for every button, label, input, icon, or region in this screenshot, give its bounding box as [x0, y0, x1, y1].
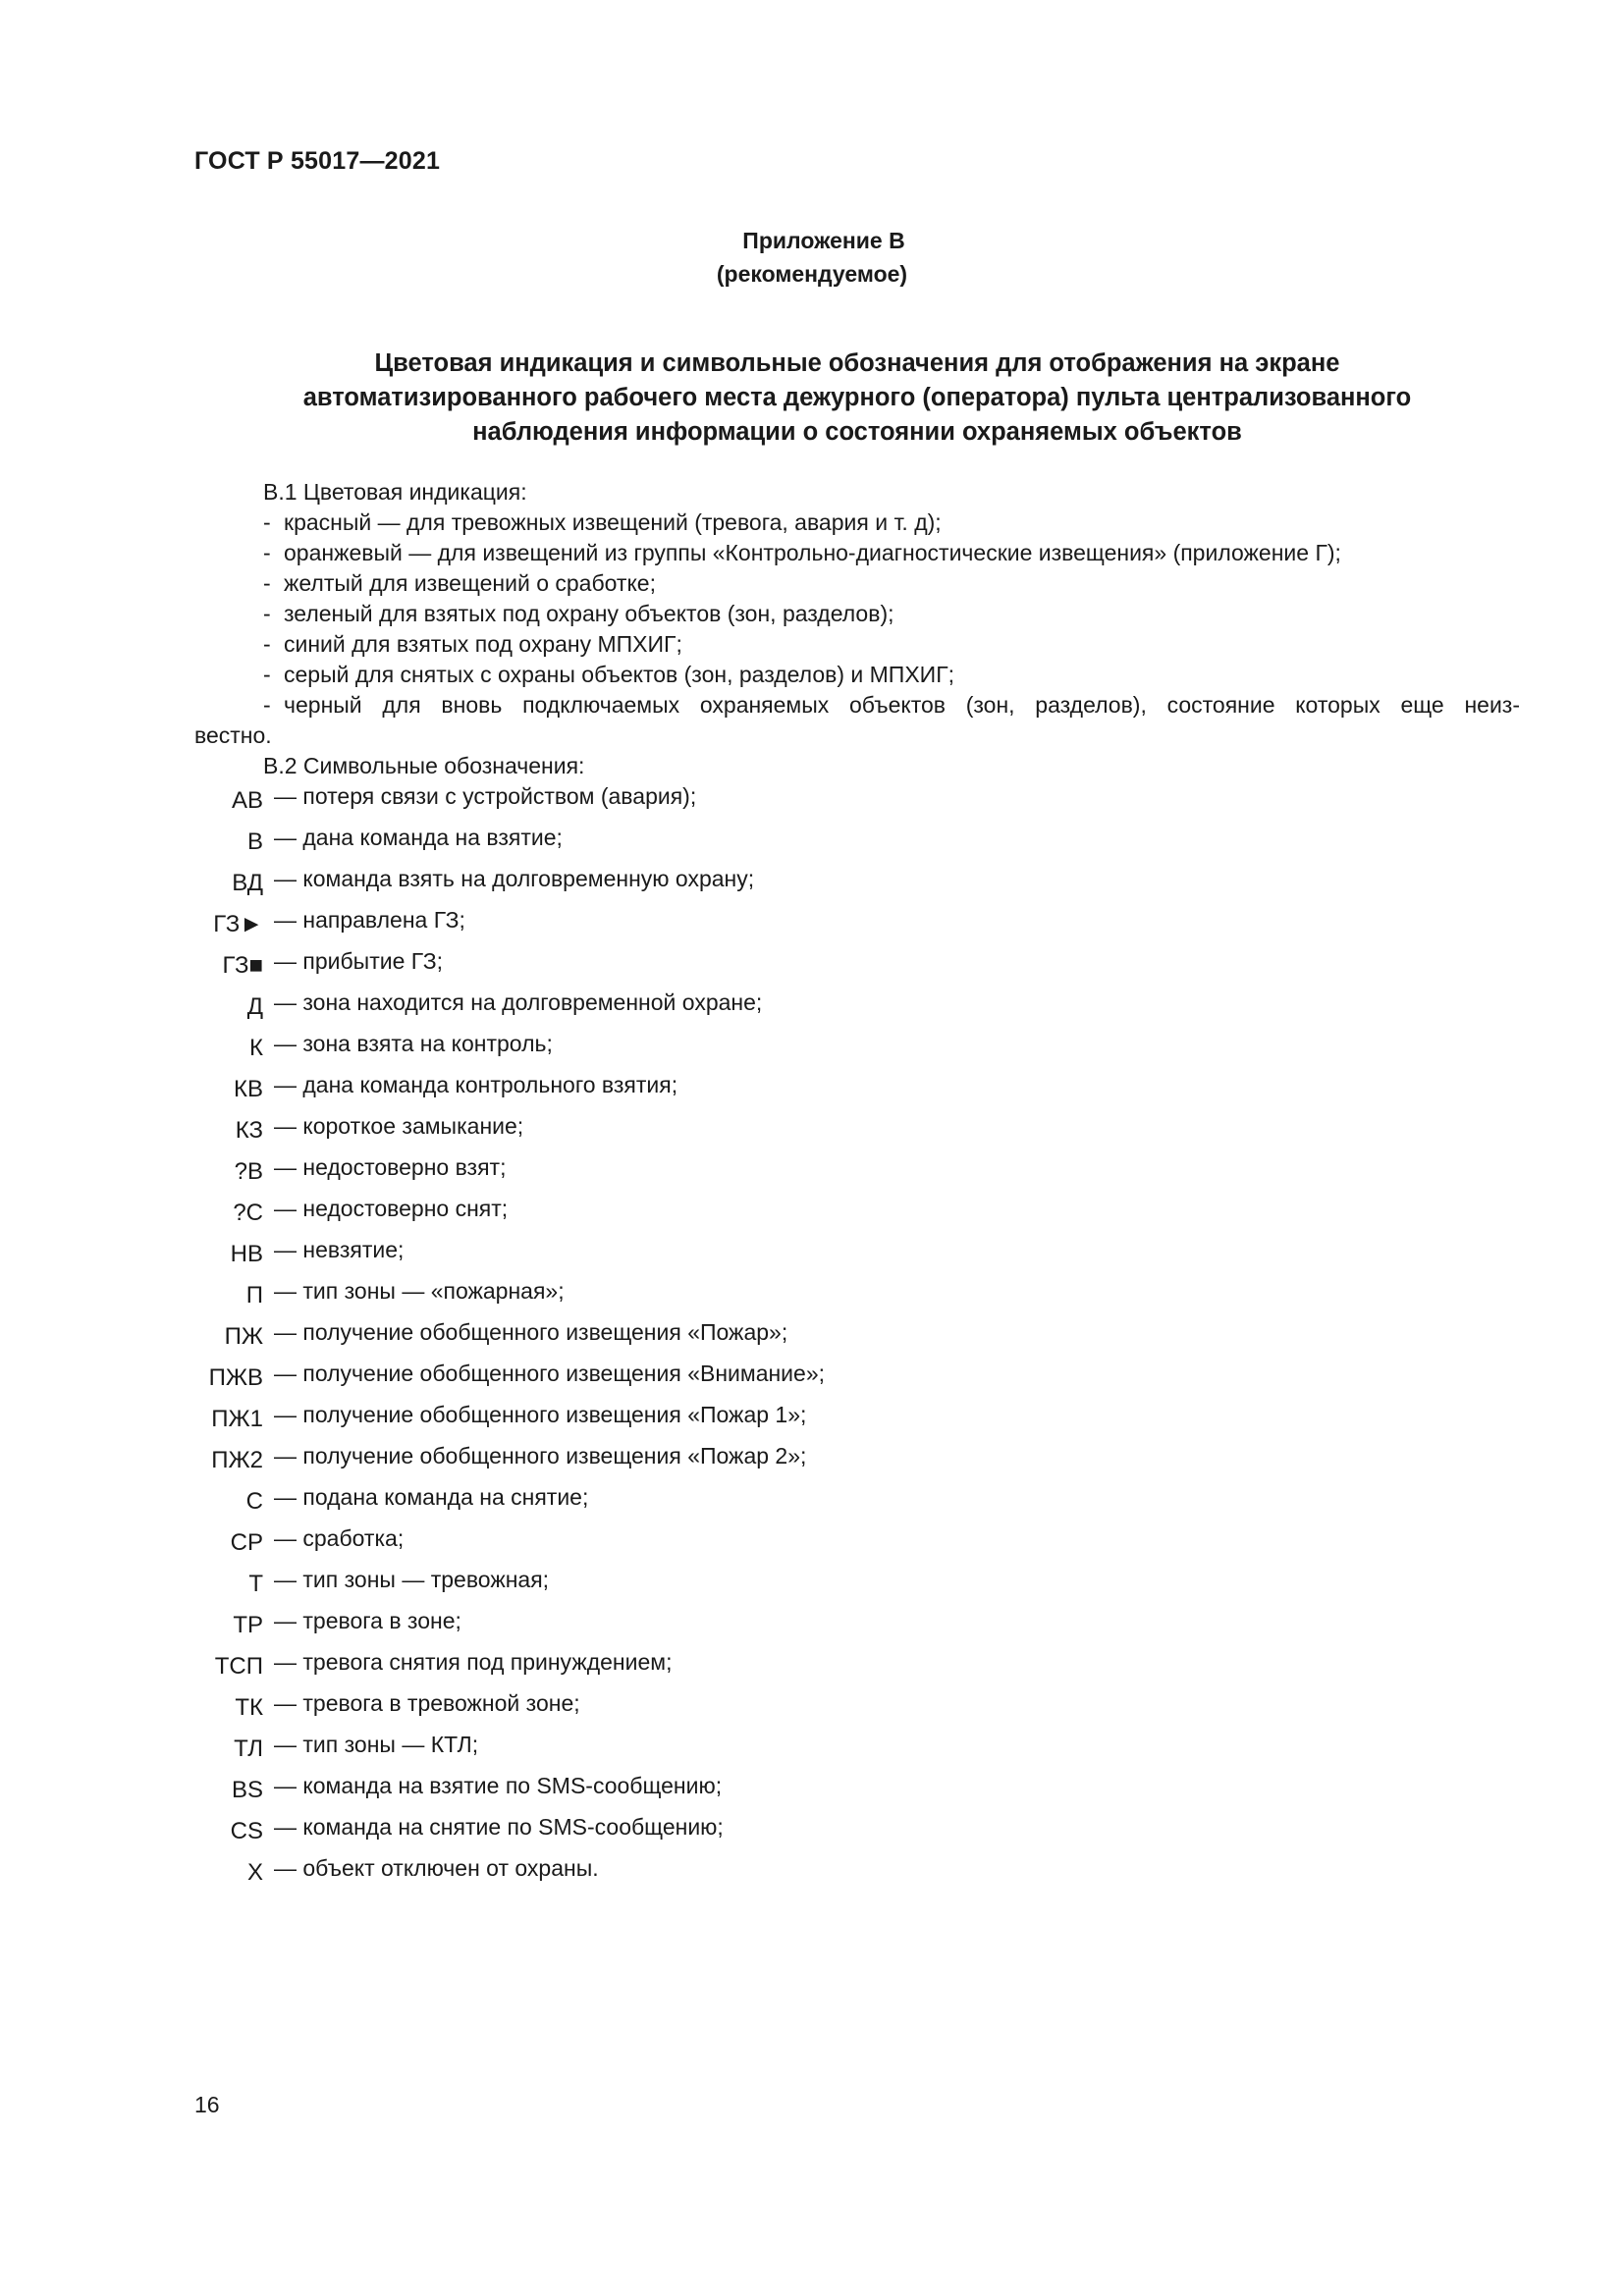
symbol-description: — недостоверно снят; [274, 1196, 509, 1221]
symbol-description: — тип зоны — КТЛ; [274, 1732, 479, 1757]
symbol-code: ГЗ► [213, 911, 263, 937]
symbol-code: СР [230, 1529, 263, 1556]
symbol-row [0, 1237, 1624, 1278]
symbol-code: ВД [232, 870, 263, 896]
symbol-row [0, 1525, 1624, 1567]
symbol-row [0, 825, 1624, 866]
symbol-description: — дана команда контрольного взятия; [274, 1072, 678, 1097]
color-item-continuation: вестно. [194, 722, 272, 748]
symbol-description: — подана команда на снятие; [274, 1484, 589, 1510]
color-item-text: зеленый для взятых под охрану объектов (зон, разделов); [284, 601, 894, 626]
symbol-description: — тревога в тревожной зоне; [274, 1690, 580, 1716]
symbol-code: ПЖ1 [211, 1406, 263, 1432]
symbol-row [0, 1814, 1624, 1855]
symbol-description: — зона находится на долговременной охране; [274, 989, 763, 1015]
symbol-code: КВ [234, 1076, 263, 1102]
symbol-description: — получение обобщенного извещения «Внимание»; [274, 1361, 826, 1386]
symbol-row [0, 907, 1624, 948]
color-item: - зеленый для взятых под охрану объектов (зон, разделов); [263, 601, 894, 626]
appendix-heading [0, 224, 1624, 291]
symbol-row [0, 1072, 1624, 1113]
symbol-row [0, 1732, 1624, 1773]
symbol-code: Д [246, 993, 263, 1020]
symbol-description: — команда на взятие по SMS-сообщению; [274, 1773, 723, 1798]
document-header: ГОСТ Р 55017—2021 [194, 147, 441, 175]
color-item-text: черный для вновь подключаемых охраняемых объектов (зон, разделов), состояние которых еще неиз- [284, 692, 1520, 718]
symbol-description: — получение обобщенного извещения «Пожар 2»; [274, 1443, 807, 1468]
symbol-code: ПЖ [224, 1323, 263, 1350]
color-item: - оранжевый — для извещений из группы «Контрольно-диагностические извещения» (приложение Г); [263, 540, 1341, 565]
color-item-text: желтый для извещений о сработке; [284, 570, 656, 596]
section-b1-heading: В.1 Цветовая индикация: [263, 479, 527, 505]
symbol-code: НВ [230, 1241, 263, 1267]
symbol-row [0, 1361, 1624, 1402]
symbol-code: BS [231, 1777, 263, 1803]
symbol-description: — дана команда на взятие; [274, 825, 563, 850]
symbol-row [0, 1319, 1624, 1361]
symbol-code: ГЗ■ [222, 952, 263, 979]
symbol-code: Х [246, 1859, 263, 1886]
symbol-description: — команда на снятие по SMS-сообщению; [274, 1814, 724, 1840]
symbol-code: ПЖ2 [211, 1447, 263, 1473]
title-line: автоматизированного рабочего места дежурного (оператора) пульта централизованного [302, 384, 1412, 411]
symbol-code: ?В [234, 1158, 263, 1185]
symbol-row [0, 1113, 1624, 1154]
color-item: - серый для снятых с охраны объектов (зон, разделов) и МПХИГ; [263, 662, 955, 687]
appendix-title [194, 347, 1520, 450]
symbol-row [0, 1443, 1624, 1484]
symbol-row [0, 948, 1624, 989]
color-item-text: серый для снятых с охраны объектов (зон, разделов) и МПХИГ; [284, 662, 955, 687]
symbol-description: — прибытие ГЗ; [274, 948, 443, 974]
title-line: наблюдения информации о состоянии охраняемых объектов [472, 418, 1242, 446]
color-item: - красный — для тревожных извещений (тревога, авария и т. д); [263, 509, 942, 535]
symbol-row [0, 1649, 1624, 1690]
symbol-code: В [246, 828, 263, 855]
section-b2-heading: В.2 Символьные обозначения: [263, 753, 585, 778]
symbol-row [0, 1855, 1624, 1896]
title-line: Цветовая индикация и символьные обозначения для отображения на экране [374, 349, 1340, 377]
symbol-description: — сработка; [274, 1525, 405, 1551]
symbol-row [0, 1567, 1624, 1608]
symbol-row [0, 1402, 1624, 1443]
symbol-description: — объект отключен от охраны. [274, 1855, 599, 1881]
section-b1 [194, 477, 1520, 781]
symbol-row [0, 866, 1624, 907]
symbol-code: К [249, 1035, 263, 1061]
symbol-code: АВ [231, 787, 263, 814]
appendix-label: Приложение В [742, 228, 905, 253]
symbol-row [0, 1690, 1624, 1732]
symbol-row [0, 1031, 1624, 1072]
symbol-description: — тревога снятия под принуждением; [274, 1649, 673, 1675]
symbol-code: ?С [233, 1200, 263, 1226]
symbol-row [0, 1278, 1624, 1319]
symbol-code: CS [230, 1818, 263, 1844]
color-item-text: красный — для тревожных извещений (тревога, авария и т. д); [284, 509, 942, 535]
color-item-text: оранжевый — для извещений из группы «Контрольно-диагностические извещения» (приложение Г); [284, 540, 1341, 565]
symbol-row [0, 1196, 1624, 1237]
symbol-code: ТСП [214, 1653, 263, 1680]
page-number: 16 [194, 2092, 220, 2117]
symbol-code: ТК [235, 1694, 263, 1721]
symbol-code: ТР [233, 1612, 263, 1638]
symbol-code: С [245, 1488, 263, 1515]
symbol-row [0, 1154, 1624, 1196]
symbol-description: — тип зоны — тревожная; [274, 1567, 550, 1592]
symbol-description: — недостоверно взят; [274, 1154, 507, 1180]
symbol-description: — короткое замыкание; [274, 1113, 524, 1139]
symbol-description: — потеря связи с устройством (авария); [274, 783, 697, 809]
symbol-description: — тревога в зоне; [274, 1608, 461, 1633]
symbol-description: — получение обобщенного извещения «Пожар»; [274, 1319, 788, 1345]
symbol-code: ТЛ [234, 1735, 263, 1762]
color-item-last: - черный для вновь подключаемых охраняемых объектов (зон, разделов), состояние которых еще неиз- [263, 692, 1520, 718]
symbol-code: Т [248, 1571, 263, 1597]
color-item: - синий для взятых под охрану МПХИГ; [263, 631, 682, 657]
symbol-row [0, 1484, 1624, 1525]
symbol-description: — команда взять на долговременную охрану; [274, 866, 755, 891]
symbol-description: — тип зоны — «пожарная»; [274, 1278, 565, 1304]
appendix-status: (рекомендуемое) [716, 261, 908, 287]
symbol-description: — зона взята на контроль; [274, 1031, 553, 1056]
color-item-text: синий для взятых под охрану МПХИГ; [284, 631, 682, 657]
symbol-row [0, 1608, 1624, 1649]
symbol-code: КЗ [235, 1117, 263, 1144]
symbol-row [0, 783, 1624, 825]
symbol-description: — невзятие; [274, 1237, 405, 1262]
symbol-code: П [245, 1282, 263, 1308]
color-item: - желтый для извещений о сработке; [263, 570, 656, 596]
symbol-description: — направлена ГЗ; [274, 907, 465, 933]
symbol-row [0, 1773, 1624, 1814]
symbol-code: ПЖВ [208, 1364, 263, 1391]
symbol-list [0, 783, 1624, 1896]
symbol-description: — получение обобщенного извещения «Пожар 1»; [274, 1402, 807, 1427]
symbol-row [0, 989, 1624, 1031]
